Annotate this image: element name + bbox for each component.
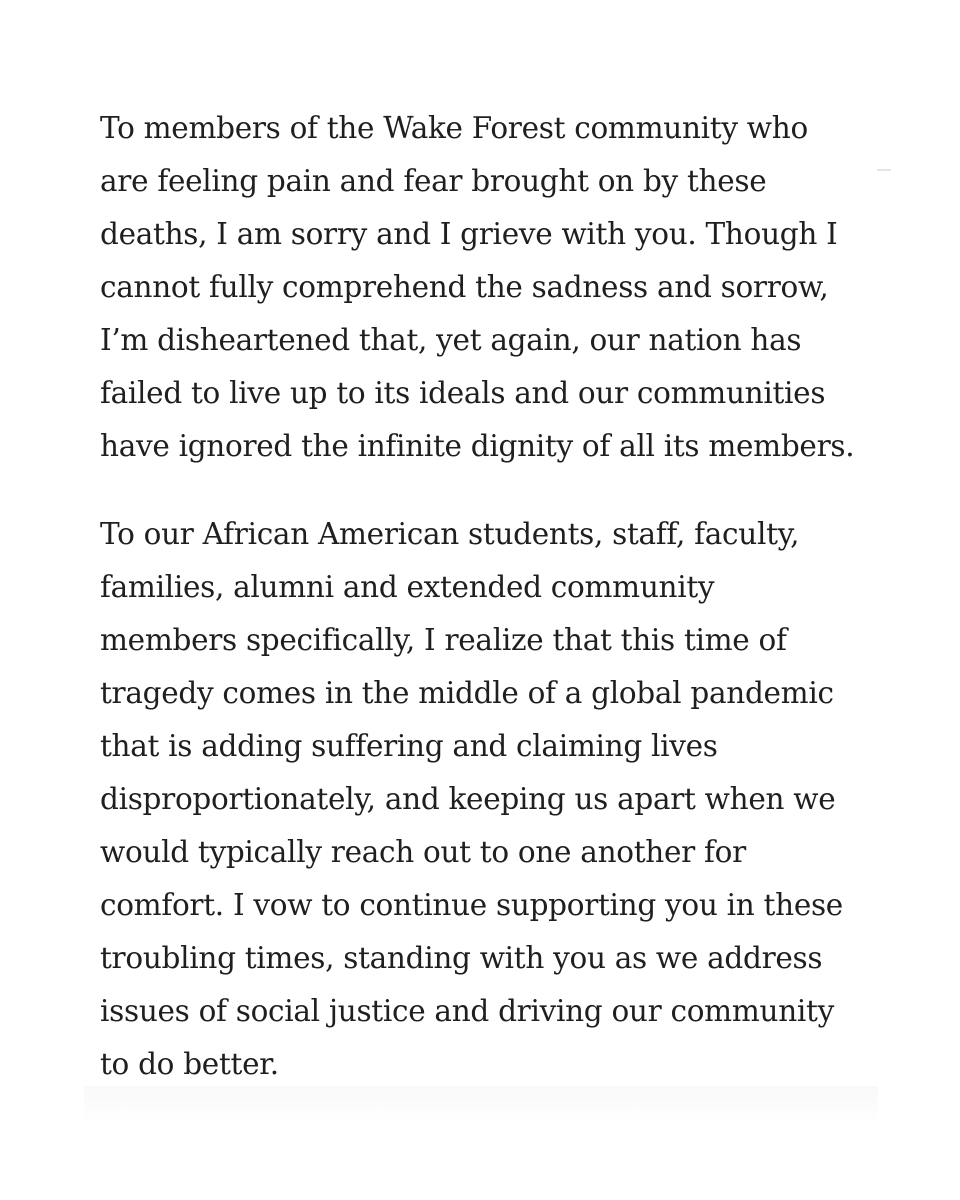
text-line: would typically reach out to one another for [100, 835, 746, 869]
text-line: tragedy comes in the middle of a global pandemic [100, 676, 834, 710]
text-line: that is adding suffering and claiming lives [100, 729, 718, 763]
text-line: I’m disheartened that, yet again, our nation has [100, 323, 802, 357]
text-line: families, alumni and extended community [100, 570, 715, 604]
text-line: members specifically, I realize that this time of [100, 623, 787, 657]
text-line: To our African American students, staff, faculty, [100, 517, 800, 551]
text-line: failed to live up to its ideals and our communities [100, 376, 826, 410]
scroll-marker [877, 169, 891, 171]
text-line: to do better. [100, 1047, 279, 1081]
letter-body [100, 102, 860, 1091]
text-line: issues of social justice and driving our community [100, 994, 834, 1028]
paragraph-1 [100, 102, 860, 473]
paragraph-2 [100, 508, 860, 1091]
text-line: have ignored the infinite dignity of all its members. [100, 429, 855, 463]
text-line: troubling times, standing with you as we address [100, 941, 823, 975]
text-line: deaths, I am sorry and I grieve with you. Though I [100, 217, 838, 251]
text-line: cannot fully comprehend the sadness and sorrow, [100, 270, 829, 304]
text-line: comfort. I vow to continue supporting you in these [100, 888, 843, 922]
text-line: To members of the Wake Forest community who [100, 111, 808, 145]
text-line: disproportionately, and keeping us apart when we [100, 782, 836, 816]
bottom-fade [84, 1086, 878, 1124]
text-line: are feeling pain and fear brought on by these [100, 164, 767, 198]
